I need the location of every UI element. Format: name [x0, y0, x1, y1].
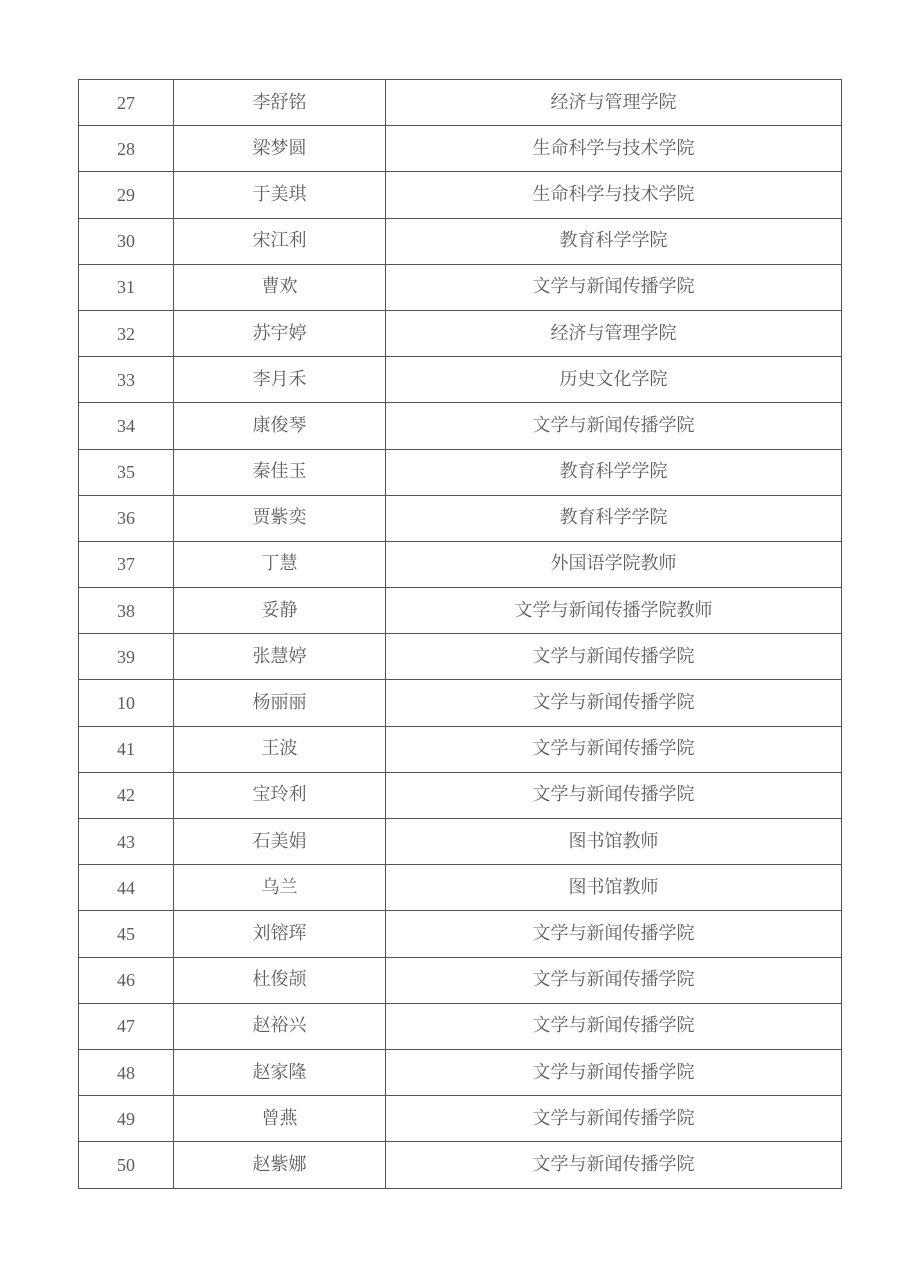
table-row — [79, 772, 842, 818]
department-cell: 生命科学与技术学院 — [386, 172, 842, 218]
name-cell: 苏宇婷 — [174, 310, 386, 356]
department-cell: 教育科学学院 — [386, 449, 842, 495]
row-number-cell: 48 — [79, 1049, 174, 1095]
table-row — [79, 218, 842, 264]
row-number-cell: 42 — [79, 772, 174, 818]
row-number-cell: 49 — [79, 1096, 174, 1142]
table-row — [79, 541, 842, 587]
department-cell: 文学与新闻传播学院 — [386, 726, 842, 772]
department-cell: 图书馆教师 — [386, 819, 842, 865]
row-number-cell: 28 — [79, 126, 174, 172]
row-number-cell: 44 — [79, 865, 174, 911]
row-number-cell: 46 — [79, 957, 174, 1003]
table-row — [79, 634, 842, 680]
row-number-cell: 47 — [79, 1003, 174, 1049]
table-row — [79, 588, 842, 634]
name-cell: 李舒铭 — [174, 80, 386, 126]
roster-table — [78, 79, 842, 1189]
row-number-cell: 50 — [79, 1142, 174, 1188]
table-row — [79, 957, 842, 1003]
department-cell: 教育科学学院 — [386, 218, 842, 264]
name-cell: 乌兰 — [174, 865, 386, 911]
table-row — [79, 172, 842, 218]
name-cell: 秦佳玉 — [174, 449, 386, 495]
row-number-cell: 34 — [79, 403, 174, 449]
name-cell: 赵裕兴 — [174, 1003, 386, 1049]
name-cell: 张慧婷 — [174, 634, 386, 680]
table-row — [79, 1003, 842, 1049]
row-number-cell: 45 — [79, 911, 174, 957]
table-row — [79, 1142, 842, 1188]
table-row — [79, 1049, 842, 1095]
name-cell: 妥静 — [174, 588, 386, 634]
row-number-cell: 10 — [79, 680, 174, 726]
name-cell: 于美琪 — [174, 172, 386, 218]
name-cell: 梁梦圆 — [174, 126, 386, 172]
name-cell: 李月禾 — [174, 357, 386, 403]
row-number-cell: 38 — [79, 588, 174, 634]
department-cell: 文学与新闻传播学院 — [386, 634, 842, 680]
row-number-cell: 37 — [79, 541, 174, 587]
table-row — [79, 449, 842, 495]
department-cell: 文学与新闻传播学院 — [386, 1142, 842, 1188]
row-number-cell: 35 — [79, 449, 174, 495]
department-cell: 经济与管理学院 — [386, 310, 842, 356]
row-number-cell: 29 — [79, 172, 174, 218]
department-cell: 文学与新闻传播学院 — [386, 1003, 842, 1049]
department-cell: 文学与新闻传播学院 — [386, 1049, 842, 1095]
row-number-cell: 41 — [79, 726, 174, 772]
table-row — [79, 1096, 842, 1142]
name-cell: 曾燕 — [174, 1096, 386, 1142]
department-cell: 文学与新闻传播学院 — [386, 957, 842, 1003]
table-row — [79, 680, 842, 726]
name-cell: 赵紫娜 — [174, 1142, 386, 1188]
roster-table-body — [79, 80, 842, 1189]
name-cell: 石美娟 — [174, 819, 386, 865]
row-number-cell: 33 — [79, 357, 174, 403]
table-row — [79, 403, 842, 449]
row-number-cell: 39 — [79, 634, 174, 680]
name-cell: 丁慧 — [174, 541, 386, 587]
department-cell: 文学与新闻传播学院 — [386, 1096, 842, 1142]
department-cell: 历史文化学院 — [386, 357, 842, 403]
department-cell: 文学与新闻传播学院 — [386, 911, 842, 957]
department-cell: 文学与新闻传播学院 — [386, 772, 842, 818]
row-number-cell: 43 — [79, 819, 174, 865]
table-row — [79, 357, 842, 403]
name-cell: 宝玲利 — [174, 772, 386, 818]
name-cell: 赵家隆 — [174, 1049, 386, 1095]
name-cell: 刘镕珲 — [174, 911, 386, 957]
department-cell: 教育科学学院 — [386, 495, 842, 541]
table-row — [79, 310, 842, 356]
department-cell: 文学与新闻传播学院教师 — [386, 588, 842, 634]
department-cell: 生命科学与技术学院 — [386, 126, 842, 172]
table-row — [79, 819, 842, 865]
table-row — [79, 126, 842, 172]
row-number-cell: 30 — [79, 218, 174, 264]
row-number-cell: 36 — [79, 495, 174, 541]
name-cell: 曹欢 — [174, 264, 386, 310]
table-row — [79, 80, 842, 126]
department-cell: 图书馆教师 — [386, 865, 842, 911]
row-number-cell: 32 — [79, 310, 174, 356]
department-cell: 文学与新闻传播学院 — [386, 264, 842, 310]
name-cell: 杨丽丽 — [174, 680, 386, 726]
name-cell: 宋江利 — [174, 218, 386, 264]
table-row — [79, 264, 842, 310]
row-number-cell: 27 — [79, 80, 174, 126]
name-cell: 贾紫奕 — [174, 495, 386, 541]
table-row — [79, 911, 842, 957]
name-cell: 王波 — [174, 726, 386, 772]
row-number-cell: 31 — [79, 264, 174, 310]
table-row — [79, 495, 842, 541]
department-cell: 文学与新闻传播学院 — [386, 680, 842, 726]
department-cell: 经济与管理学院 — [386, 80, 842, 126]
name-cell: 杜俊颉 — [174, 957, 386, 1003]
department-cell: 外国语学院教师 — [386, 541, 842, 587]
table-row — [79, 726, 842, 772]
name-cell: 康俊琴 — [174, 403, 386, 449]
department-cell: 文学与新闻传播学院 — [386, 403, 842, 449]
table-row — [79, 865, 842, 911]
